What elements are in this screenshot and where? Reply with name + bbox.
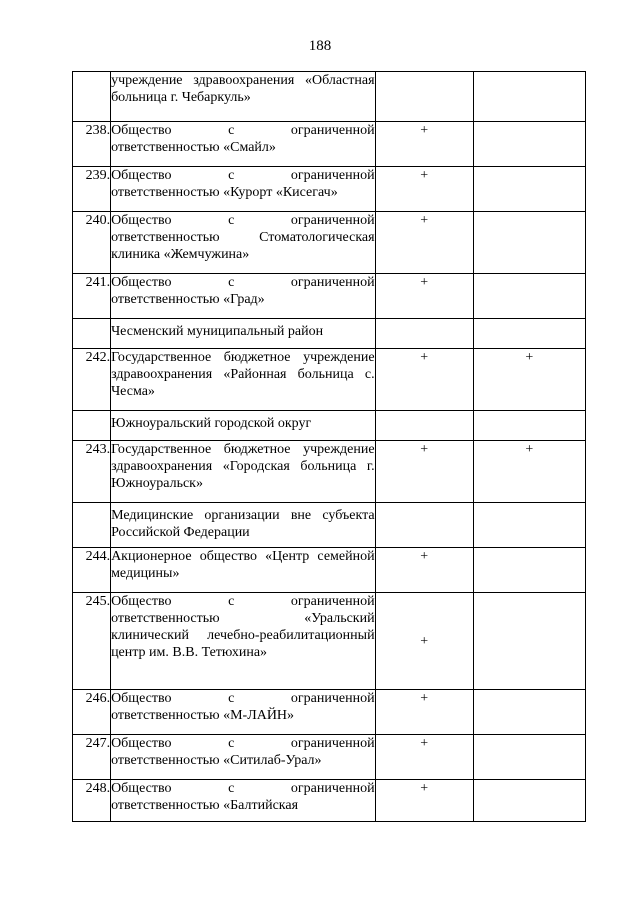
organization-name: Общество с ограниченной ответственностью «М-ЛАЙН» (111, 691, 375, 723)
organization-cell (111, 593, 376, 690)
table-row (73, 72, 586, 122)
mark-column-2 (473, 548, 585, 593)
organization-cell (111, 167, 376, 212)
mark-column-2 (473, 780, 585, 822)
organizations-table (72, 71, 586, 822)
mark-column-1 (375, 319, 473, 349)
organization-name: Общество с ограниченной ответственностью «Балтийская (111, 781, 375, 813)
row-number: 242. (73, 349, 111, 411)
mark-column-1: + (375, 122, 473, 167)
organization-cell (111, 122, 376, 167)
table-row (73, 593, 586, 690)
mark-column-2 (473, 122, 585, 167)
organization-cell (111, 735, 376, 780)
mark-column-1: + (375, 349, 473, 411)
table-row (73, 212, 586, 274)
mark-column-2: + (473, 349, 585, 411)
row-number: 247. (73, 735, 111, 780)
row-number: 243. (73, 441, 111, 503)
row-number (73, 411, 111, 441)
table-row (73, 735, 586, 780)
mark-column-1: + (375, 690, 473, 735)
mark-column-2 (473, 72, 585, 122)
mark-column-2 (473, 503, 585, 548)
organization-name: Государственное бюджетное учреждение здравоохранения «Районная больница с. Чесма» (111, 350, 375, 399)
table-row (73, 780, 586, 822)
table-row (73, 167, 586, 212)
organization-cell (111, 319, 376, 349)
organization-cell (111, 411, 376, 441)
row-number (73, 503, 111, 548)
mark-column-1: + (375, 212, 473, 274)
section-title: Медицинские организации вне субъекта Российской Федерации (111, 508, 375, 540)
mark-column-1 (375, 503, 473, 548)
row-number (73, 319, 111, 349)
mark-column-1 (375, 72, 473, 122)
table-body (73, 72, 586, 822)
organization-name: Общество с ограниченной ответственностью «Град» (111, 275, 375, 307)
mark-column-1: + (375, 441, 473, 503)
mark-column-2: + (473, 441, 585, 503)
table-row (73, 122, 586, 167)
mark-column-1: + (375, 274, 473, 319)
row-number: 248. (73, 780, 111, 822)
row-number: 244. (73, 548, 111, 593)
page-number: 188 (308, 38, 332, 54)
table-row (73, 548, 586, 593)
row-number: 241. (73, 274, 111, 319)
table-row (73, 349, 586, 411)
organization-name: учреждение здравоохранения «Областная больница г. Чебаркуль» (111, 73, 375, 105)
organization-name: Общество с ограниченной ответственностью «Уральский клинический лечебно-реабилитационный центр им. В.В. Тетюхина» (111, 594, 375, 660)
mark-column-2 (473, 411, 585, 441)
mark-column-1: + (375, 548, 473, 593)
table-row (73, 274, 586, 319)
row-number: 238. (73, 122, 111, 167)
organization-name: Акционерное общество «Центр семейной медицины» (111, 549, 375, 581)
mark-column-2 (473, 690, 585, 735)
section-title: Чесменский муниципальный район (111, 324, 324, 339)
section-row (73, 319, 586, 349)
mark-column-2 (473, 212, 585, 274)
organization-name: Общество с ограниченной ответственностью «Смайл» (111, 123, 375, 155)
organization-cell (111, 548, 376, 593)
mark-column-1: + (375, 167, 473, 212)
organization-name: Общество с ограниченной ответственностью Стоматологическая клиника «Жемчужина» (111, 213, 375, 262)
section-row (73, 503, 586, 548)
mark-column-1: + (375, 780, 473, 822)
row-number: 245. (73, 593, 111, 690)
mark-column-1 (375, 411, 473, 441)
organization-cell (111, 503, 376, 548)
table-row (73, 441, 586, 503)
organization-cell (111, 72, 376, 122)
organization-cell (111, 441, 376, 503)
row-number: 239. (73, 167, 111, 212)
mark-column-2 (473, 735, 585, 780)
mark-column-2 (473, 593, 585, 690)
section-row (73, 411, 586, 441)
mark-column-1: + (375, 593, 473, 690)
row-number (73, 72, 111, 122)
row-number: 246. (73, 690, 111, 735)
mark-column-1: + (375, 735, 473, 780)
section-title: Южноуральский городской округ (111, 416, 312, 431)
row-number: 240. (73, 212, 111, 274)
organization-cell (111, 274, 376, 319)
mark-column-2 (473, 167, 585, 212)
organization-cell (111, 212, 376, 274)
mark-column-2 (473, 274, 585, 319)
mark-column-2 (473, 319, 585, 349)
organization-name: Государственное бюджетное учреждение здравоохранения «Городская больница г. Южноуральск» (111, 442, 375, 491)
organization-name: Общество с ограниченной ответственностью «Курорт «Кисегач» (111, 168, 375, 200)
organization-cell (111, 780, 376, 822)
organization-cell (111, 690, 376, 735)
organization-cell (111, 349, 376, 411)
table-row (73, 690, 586, 735)
organization-name: Общество с ограниченной ответственностью «Ситилаб-Урал» (111, 736, 375, 768)
